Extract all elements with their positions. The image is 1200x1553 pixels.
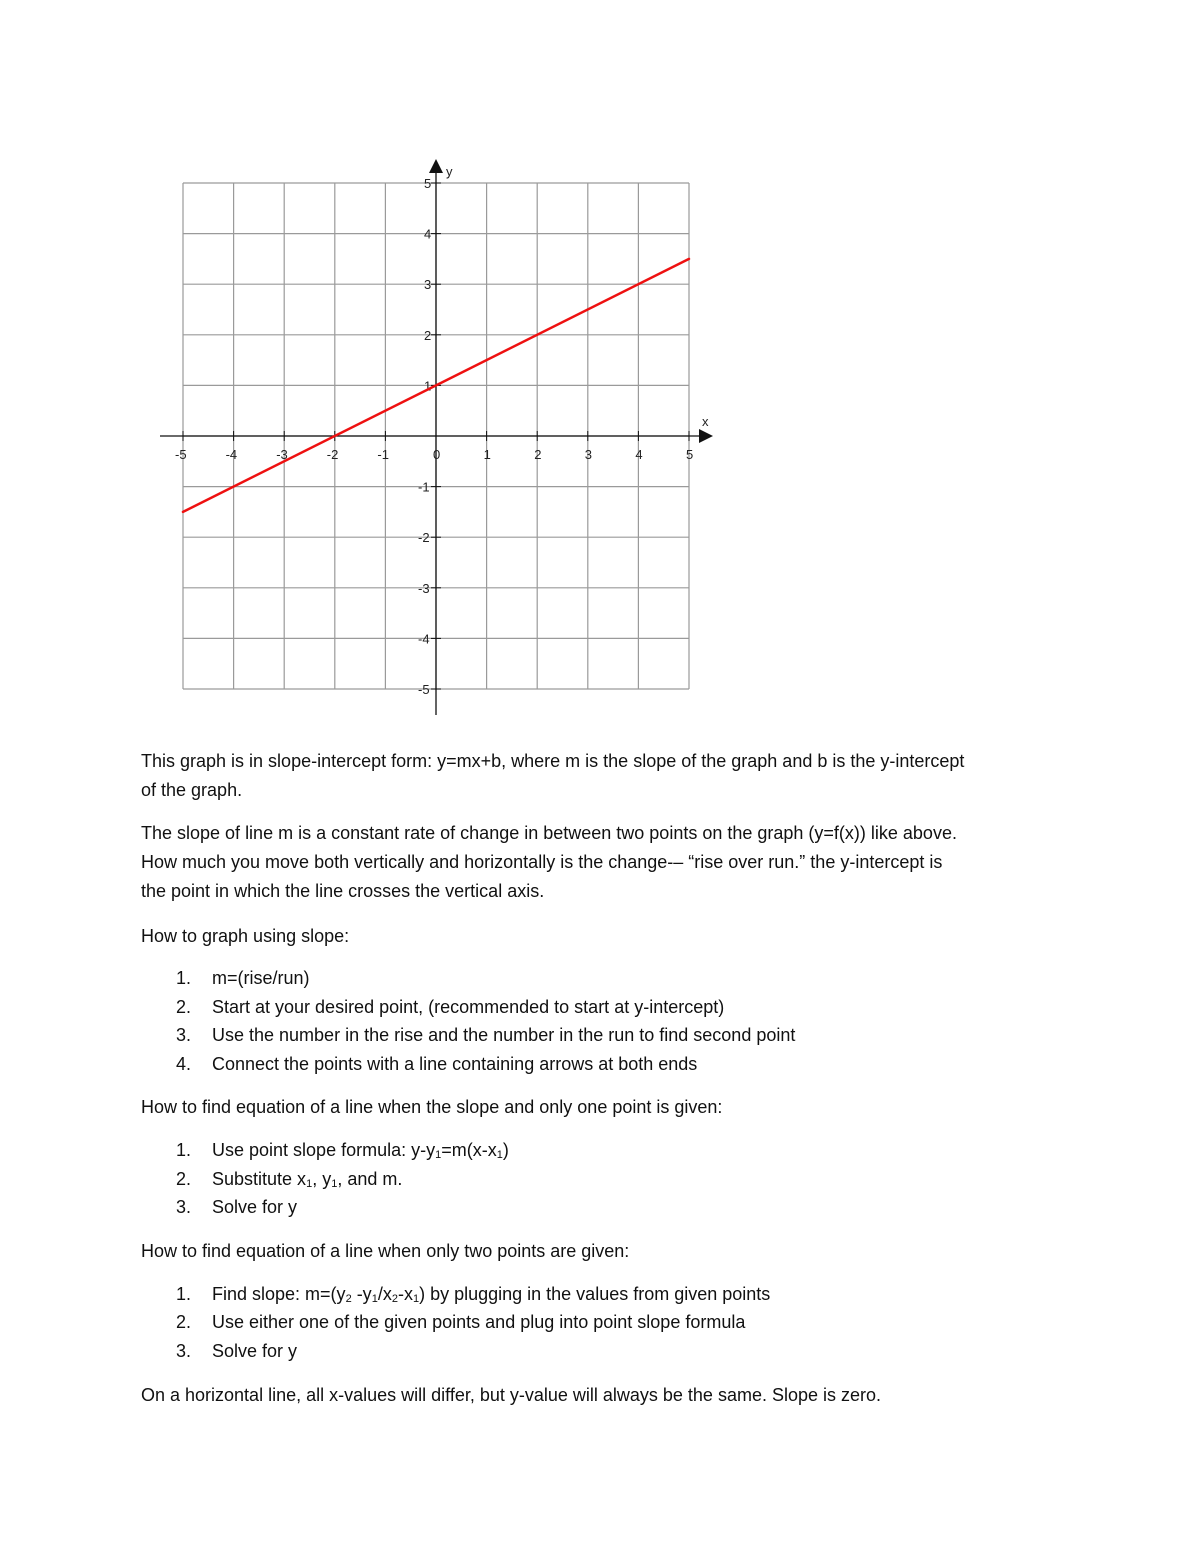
x-tick-label: 4 — [635, 447, 643, 462]
y-tick-label: 5 — [424, 176, 432, 191]
x-axis-label: x — [702, 414, 709, 429]
heading-graph-using-slope: How to graph using slope: — [141, 926, 350, 946]
heading-slope-and-point: How to find equation of a line when the slope and only one point is given: — [141, 1097, 723, 1117]
paragraph-line: the point in which the line crosses the vertical axis. — [141, 881, 545, 901]
x-tick-label: -2 — [326, 447, 339, 462]
paragraph-slope-definition — [141, 819, 1071, 906]
x-tick-label: 0 — [433, 447, 441, 462]
list-item: 1. Use point slope formula: $y-y_1=m(x-x_1)$ — [176, 1140, 509, 1161]
list-item: 2. Use either one of the given points and plug into point slope formula — [176, 1312, 746, 1332]
y-tick-label: 4 — [424, 226, 432, 242]
heading-two-points: How to find equation of a line when only two points are given: — [141, 1240, 630, 1261]
y-tick-label: -1 — [418, 479, 430, 495]
paragraph-slope-intercept — [141, 747, 1071, 805]
y-tick-label: -2 — [418, 530, 430, 546]
x-tick-label: 1 — [483, 447, 491, 462]
y-tick-label: 2 — [424, 327, 432, 343]
y-tick-label: -3 — [418, 580, 430, 596]
list-item: 3. Solve for y — [176, 1340, 298, 1361]
list-item: 3. Solve for y — [176, 1197, 298, 1217]
paragraph-line: How much you move both vertically and horizontally is the change-– “rise over run.” the y-intercept is — [141, 852, 943, 872]
x-axis-arrow-icon — [699, 429, 713, 443]
y-tick-label: 3 — [424, 277, 432, 293]
list-two-point-steps — [141, 1280, 1071, 1366]
x-tick-label: -5 — [175, 447, 187, 462]
y-tick-label: -4 — [418, 631, 430, 647]
y-tick-label: -5 — [418, 682, 430, 697]
paragraph-horizontal-line: On a horizontal line, all x-values will differ, but y-value will always be the same. Slope is zero. — [141, 1385, 882, 1405]
x-tick-label: -3 — [276, 447, 288, 462]
list-item: 2. Substitute $x_1$, $y_1$, and m. — [176, 1168, 403, 1190]
list-item: 2. Start at your desired point, (recommended to start at y-intercept) — [176, 996, 725, 1017]
list-item: 4. Connect the points with a line containing arrows at both ends — [176, 1053, 698, 1074]
list-slope-point-steps — [141, 1136, 1071, 1222]
list-graph-steps — [141, 964, 1071, 1078]
list-item: 3. Use the number in the rise and the number in the run to find second point — [176, 1025, 796, 1045]
y-tick-label: 1 — [424, 378, 432, 394]
paragraph-line: of the graph. — [141, 780, 243, 800]
x-tick-label: -1 — [377, 447, 389, 462]
list-item: 1. Find slope: $m=(y_2$ $-y_1/x_2-x_1$) by plugging in the values from given points — [176, 1283, 771, 1305]
paragraph-line: The slope of line m is a constant rate of change in between two points on the graph (y=f(x)) like above. — [141, 823, 957, 843]
list-item: 1. m=(rise/run) — [176, 968, 310, 988]
y-axis-arrow-icon — [429, 159, 443, 173]
x-tick-label: -4 — [225, 447, 238, 462]
document-body — [141, 747, 1071, 1410]
paragraph-line: This graph is in slope-intercept form: y=mx+b, where m is the slope of the graph and b is the y-intercept — [141, 751, 965, 771]
x-tick-label: 5 — [686, 447, 694, 462]
coordinate-graph — [150, 150, 730, 720]
x-tick-label: 2 — [534, 447, 542, 462]
y-axis-label: y — [446, 164, 453, 179]
x-tick-label: 3 — [584, 447, 593, 462]
